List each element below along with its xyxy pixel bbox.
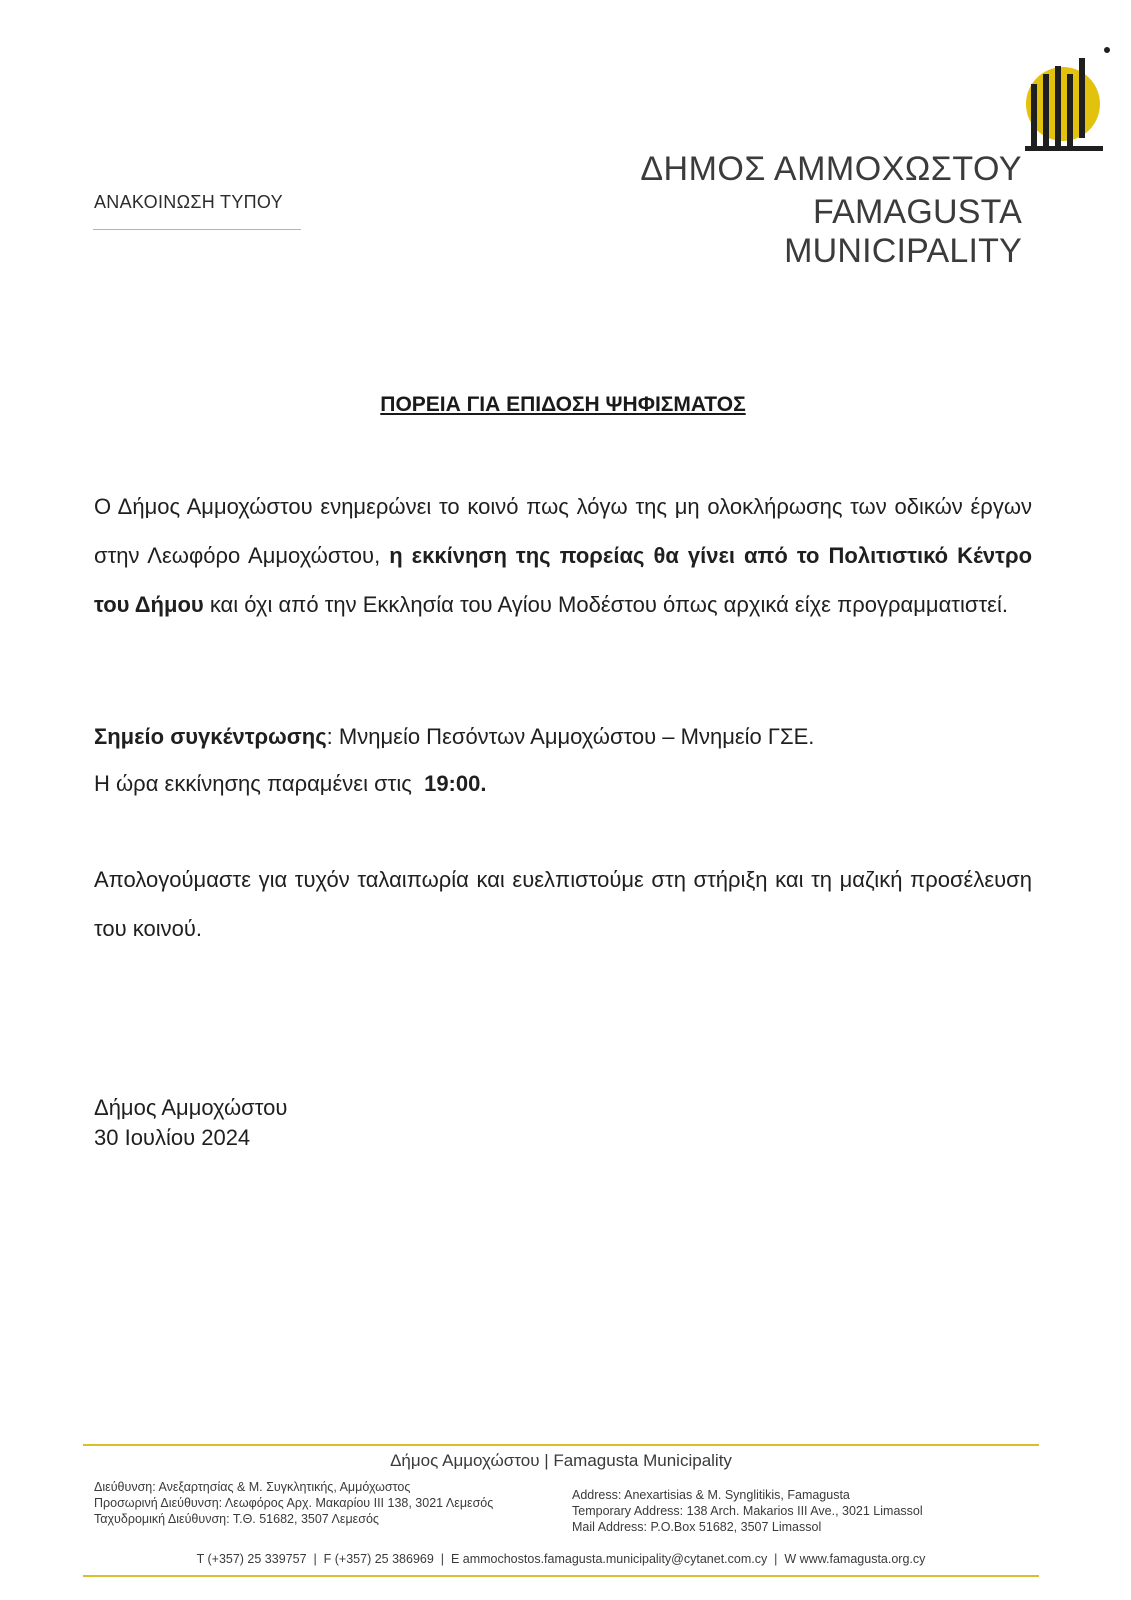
footer-greek-address-line: Διεύθυνση: Ανεξαρτησίας & Μ. Συγκλητικής, Αμμόχωστος [94,1480,411,1494]
footer-contact-line: T (+357) 25 339757 | F (+357) 25 386969 | E ammochostos.famagusta.municipality@cytanet.com.cy | W www.famagusta.org.cy [196,1552,926,1566]
start-time-text: Η ώρα εκκίνησης παραμένει στις [94,771,425,796]
footer-bottom-rule [83,1575,1039,1577]
signature: Δήμος Αμμοχώστου [94,1095,288,1120]
footer-english-address-line: Address: Anexartisias & M. Synglitikis, Famagusta [572,1488,850,1502]
municipality-name-greek: ΔΗΜΟΣ ΑΜΜΟΧΩΣΤΟΥ [640,150,1022,188]
meeting-point-line [94,724,814,750]
footer-top-rule [83,1444,1039,1446]
apology-paragraph: Απολογούμαστε για τυχόν ταλαιπωρία και ευελπιστούμε στη στήριξη και τη μαζική προσέλευση του κοινού. [94,867,1032,941]
famagusta-municipality-logo-icon [1023,40,1113,160]
start-time-line [94,771,486,797]
press-release-label: ΑΝΑΚΟΙΝΩΣΗ ΤΥΠΟΥ [94,192,283,212]
footer-english-address-line: Mail Address: P.O.Box 51682, 3507 Limassol [572,1520,822,1534]
paragraph-bold-text: η εκκίνηση της πορείας θα γίνει από το Πολιτιστικό Κέντρο του Δήμου [94,543,1033,617]
footer-greek-address-line: Προσωρινή Διεύθυνση: Λεωφόρος Αρχ. Μακαρίου ΙΙΙ 138, 3021 Λεμεσός [94,1496,494,1510]
footer-english-address-line: Temporary Address: 138 Arch. Makarios III Ave., 3021 Limassol [572,1504,923,1518]
announcement-paragraph [94,482,1032,629]
paragraph-text-start: Ο Δήμος Αμμοχώστου ενημερώνει το κοινό πως λόγω της μη ολοκλήρωσης των οδικών έργων στην Λεωφόρο Αμμοχώστου, [94,494,1032,568]
footer-greek-address [94,1479,514,1527]
meeting-point-value: : Μνημείο Πεσόντων Αμμοχώστου – Μνημείο ΓΣΕ. [326,724,815,749]
press-label-underline [93,229,301,230]
footer-english-address [572,1487,992,1535]
meeting-point-label: Σημείο συγκέντρωσης [94,724,327,749]
municipality-name-english: FAMAGUSTA MUNICIPALITY [784,193,1022,270]
footer-greek-address-line: Ταχυδρομική Διεύθυνση: Τ.Θ. 51682, 3507 Λεμεσός [94,1512,379,1526]
paragraph-text-end: και όχι από την Εκκλησία του Αγίου Μοδέστου όπως αρχικά είχε προγραμματιστεί. [203,592,1008,617]
footer-title: Δήμος Αμμοχώστου | Famagusta Municipality [390,1451,732,1470]
start-time-value: 19:00. [424,771,487,796]
document-title: ΠΟΡΕΙΑ ΓΙΑ ΕΠΙΔΟΣΗ ΨΗΦΙΣΜΑΤΟΣ [380,393,746,416]
document-date: 30 Ιουλίου 2024 [94,1125,251,1150]
